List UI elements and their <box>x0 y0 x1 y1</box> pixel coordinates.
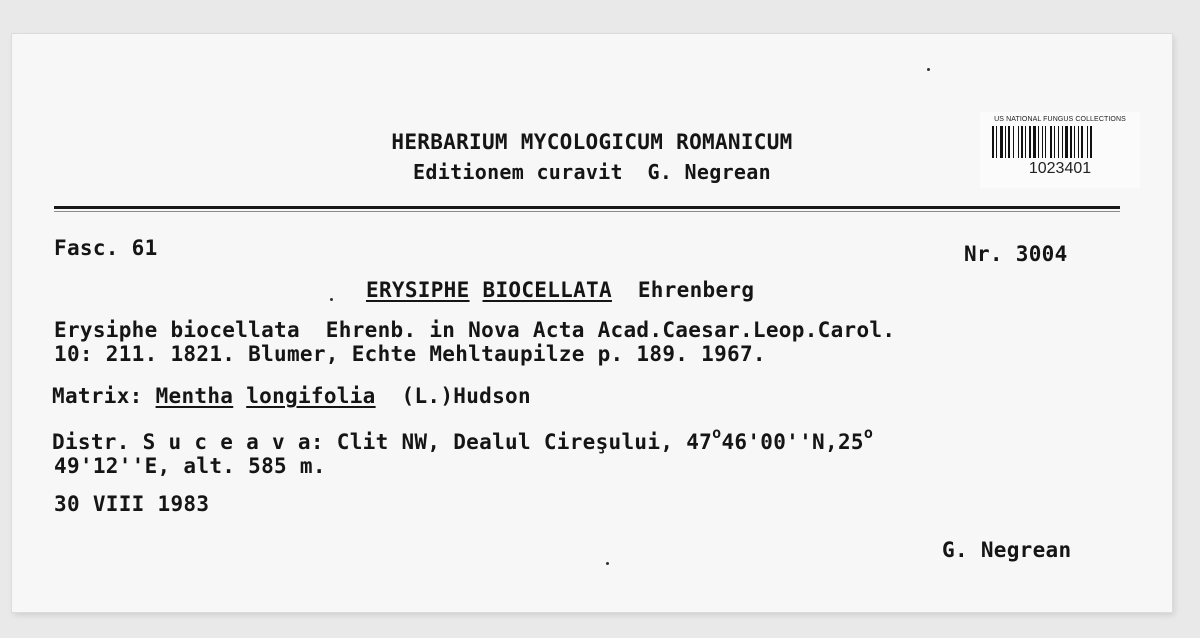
citation-line-2: 10: 211. 1821. Blumer, Echte Mehltaupilze p. 189. 1967. <box>54 342 766 366</box>
specimen-number: Nr. 3004 <box>964 242 1068 266</box>
herbarium-title: HERBARIUM MYCOLOGICUM ROMANICUM <box>391 130 793 154</box>
collection-date: 30 VIII 1983 <box>54 492 210 516</box>
distribution-coordinates: 46'00''N,25 <box>721 430 864 454</box>
barcode-icon <box>992 126 1128 158</box>
fascicle-number: Fasc. 61 <box>54 236 158 260</box>
degree-mark: o <box>863 424 874 442</box>
divider-rule-thin <box>54 211 1120 212</box>
matrix-line <box>52 384 531 408</box>
matrix-label: Matrix: <box>52 384 143 408</box>
editor-line: Editionem curavit G. Negrean <box>413 160 771 184</box>
barcode-sticker <box>980 112 1140 188</box>
paper-speck <box>927 68 930 71</box>
species-name <box>366 278 754 302</box>
paper-speck <box>330 298 333 301</box>
host-epithet: longifolia <box>246 384 376 408</box>
distribution-locality: Distr. S u c e a v a: Clit NW, Dealul Cireşului, 47 <box>52 430 713 454</box>
distribution-line-1 <box>52 424 874 454</box>
paper-speck <box>606 562 609 565</box>
herbarium-label <box>12 34 1172 612</box>
barcode-collection-label: US NATIONAL FUNGUS COLLECTIONS <box>994 116 1126 123</box>
species-genus: ERYSIPHE <box>366 278 470 302</box>
distribution-line-2: 49'12''E, alt. 585 m. <box>54 454 326 478</box>
species-epithet: BIOCELLATA <box>482 278 612 302</box>
divider-rule <box>54 206 1120 209</box>
collector-name: G. Negrean <box>942 538 1072 562</box>
degree-mark: o <box>712 424 722 442</box>
species-author: Ehrenberg <box>637 278 755 302</box>
barcode-number: 1023401 <box>1028 160 1092 177</box>
host-genus: Mentha <box>155 384 234 408</box>
citation-line-1: Erysiphe biocellata Ehrenb. in Nova Acta Acad.Caesar.Leop.Carol. <box>54 318 896 342</box>
host-author: (L.)Hudson <box>401 384 531 408</box>
